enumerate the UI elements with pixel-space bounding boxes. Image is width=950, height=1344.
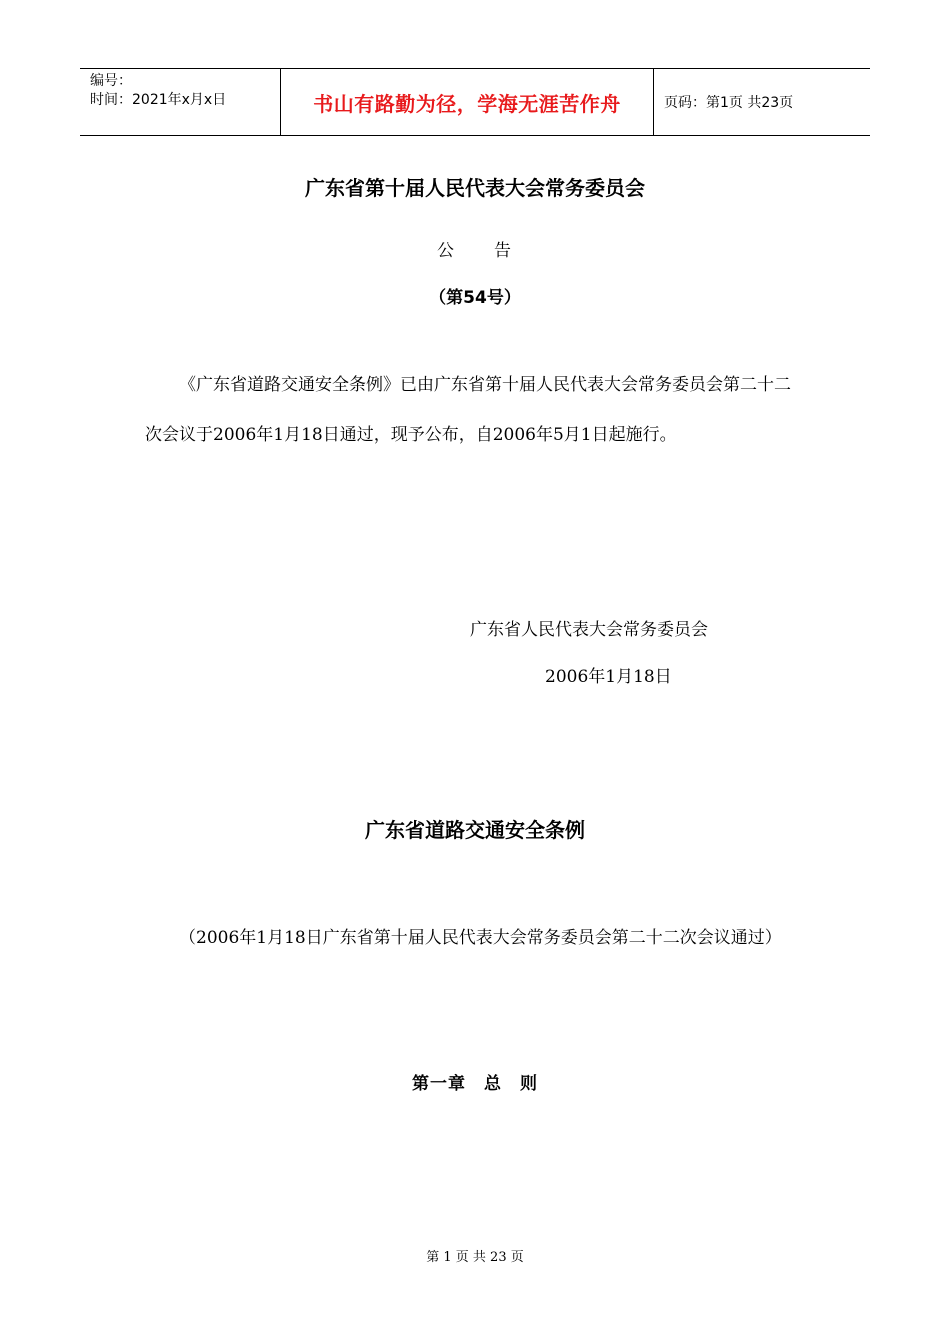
document-time-label: 时间：2021年x月x日 [90, 92, 227, 108]
page-footer: 第 1 页 共 23 页 [426, 1250, 524, 1265]
announcement-number: （第54号） [429, 288, 521, 308]
regulation-title: 广东省道路交通安全条例 [365, 818, 585, 842]
regulation-adoption-note: （2006年1月18日广东省第十届人民代表大会常务委员会第二十二次会议通过） [179, 928, 782, 948]
announcement-body: 《广东省道路交通安全条例》已由广东省第十届人民代表大会常务委员会第二十二次会议于2006年1月18日通过，现予公布，自2006年5月1日起施行。 [145, 375, 791, 445]
header-page-indicator: 页码：第1页 共23页 [664, 95, 794, 111]
announcement-title: 广东省第十届人民代表大会常务委员会 [305, 176, 645, 200]
header-meta-cell [80, 69, 281, 135]
document-number-label: 编号： [90, 73, 132, 89]
chapter-heading: 第一章 总 则 [412, 1074, 538, 1094]
signature-date: 2006年1月18日 [545, 667, 672, 687]
signature-organization: 广东省人民代表大会常务委员会 [470, 620, 708, 640]
document-header-table [80, 68, 870, 136]
announcement-subtitle: 公 告 [437, 241, 513, 261]
header-motto: 书山有路勤为径，学海无涯苦作舟 [281, 69, 654, 135]
